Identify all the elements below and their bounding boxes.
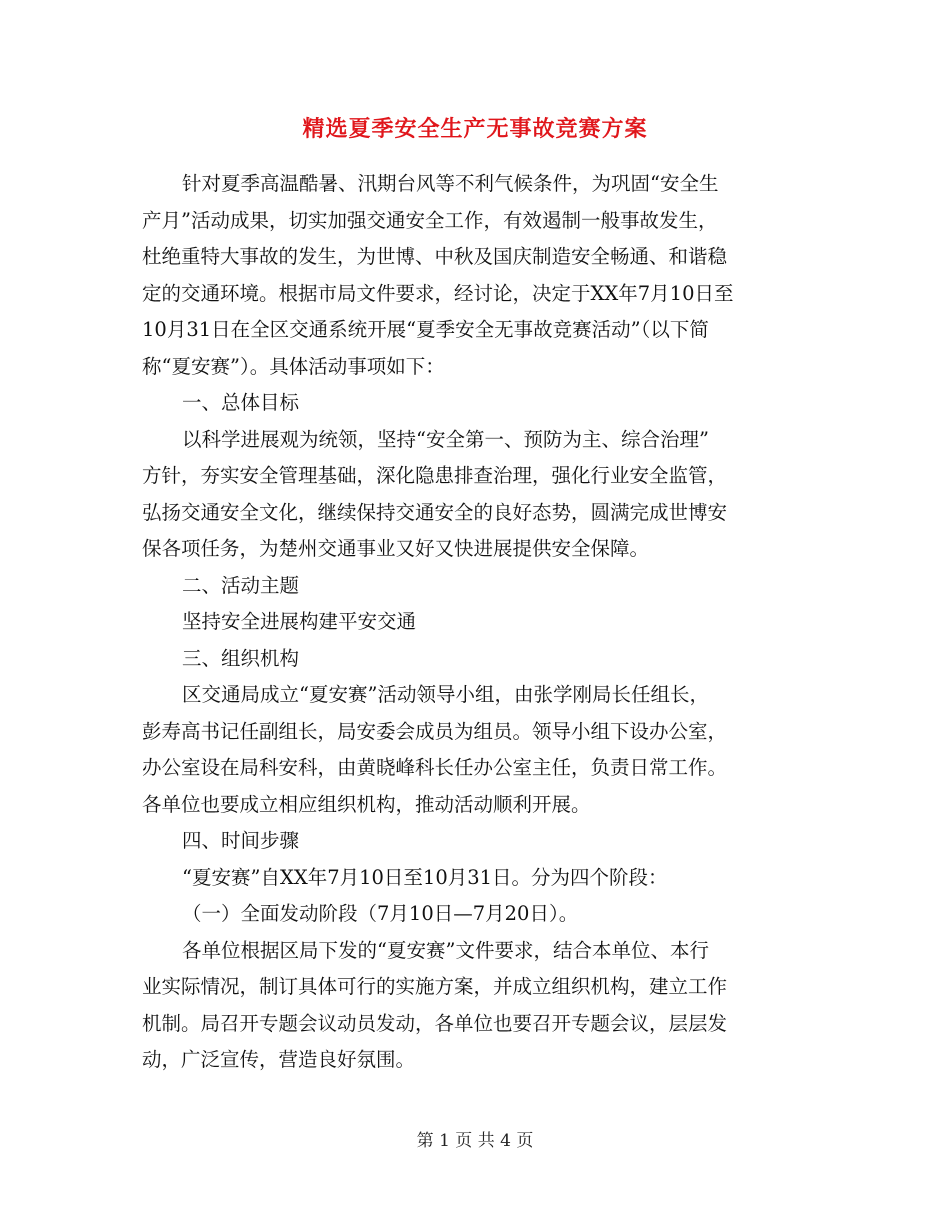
text-line: 针对夏季高温酷暑、汛期台风等不利气候条件，为巩固“安全生 — [182, 172, 719, 195]
text-line: （一）全面发动阶段（7月10日—7月20日）。 — [182, 902, 579, 925]
document-body — [142, 166, 807, 1079]
text-line: 称“夏安赛”）。具体活动事项如下： — [142, 354, 445, 378]
text-line: 区交通局成立“夏安赛”活动领导小组，由张学刚局长任组长， — [182, 683, 709, 706]
text-line: 各单位根据区局下发的“夏安赛”文件要求，结合本单位、本行 — [182, 938, 709, 962]
page-footer: 第 1 页 共 4 页 — [416, 1131, 534, 1151]
text-line: “夏安赛”自XX年7月10日至10月31日。分为四个阶段： — [182, 865, 668, 889]
text-line: 产月”活动成果，切实加强交通安全工作，有效遏制一般事故发生， — [142, 208, 718, 232]
text-line: 动，广泛宣传，营造良好氛围。 — [142, 1048, 416, 1071]
text-line: 弘扬交通安全文化，继续保持交通安全的良好态势，圆满完成世博安 — [142, 500, 728, 524]
text-line: 一、总体目标 — [182, 391, 300, 414]
text-line: 以科学进展观为统领，坚持“安全第一、预防为主、综合治理” — [182, 427, 709, 451]
text-line: 机制。局召开专题会议动员发动，各单位也要召开专题会议，层层发 — [142, 1011, 728, 1035]
text-line: 保各项任务，为楚州交通事业又好又快进展提供安全保障。 — [142, 537, 650, 560]
text-line: 二、活动主题 — [182, 573, 300, 597]
text-line: 四、时间步骤 — [182, 829, 300, 852]
text-line: 杜绝重特大事故的发生，为世博、中秋及国庆制造安全畅通、和谐稳 — [142, 245, 728, 268]
text-line: 各单位也要成立相应组织机构，推动活动顺利开展。 — [142, 792, 591, 816]
text-line: 坚持安全进展构建平安交通 — [182, 610, 417, 633]
text-line: 办公室设在局科安科，由黄晓峰科长任办公室主任，负责日常工作。 — [142, 756, 728, 779]
text-line: 彭寿高书记任副组长，局安委会成员为组员。领导小组下设办公室， — [142, 719, 728, 743]
document-title: 精选夏季安全生产无事故竞赛方案 — [302, 116, 648, 142]
text-line: 定的交通环境。根据市局文件要求，经讨论，决定于XX年7月10日至 — [142, 281, 734, 305]
text-line: 业实际情况，制订具体可行的实施方案，并成立组织机构，建立工作 — [142, 975, 728, 998]
text-line: 三、组织机构 — [182, 646, 300, 670]
text-line: 10月31日在全区交通系统开展“夏季安全无事故竞赛活动”（以下简 — [142, 318, 709, 341]
text-line: 方针，夯实安全管理基础，深化隐患排查治理，强化行业安全监管， — [142, 464, 728, 487]
